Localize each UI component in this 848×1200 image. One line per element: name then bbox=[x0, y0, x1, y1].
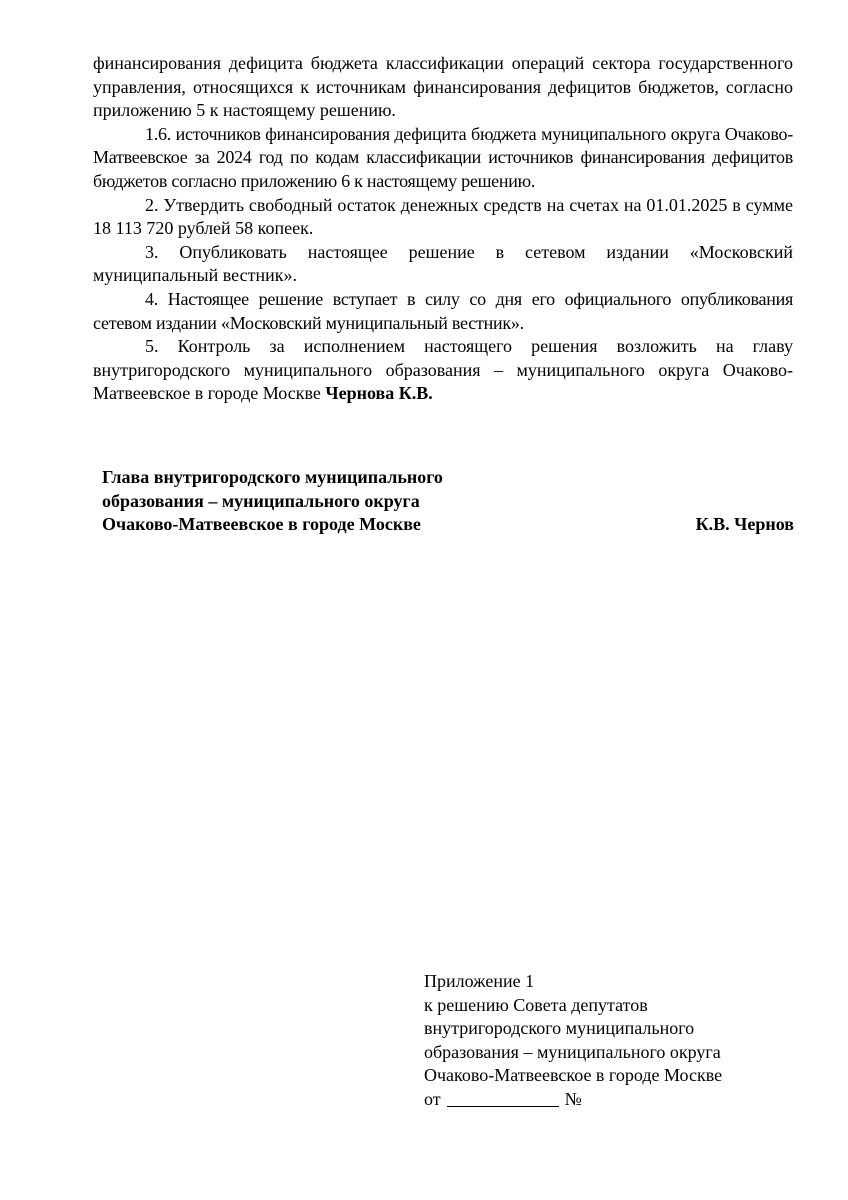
date-blank bbox=[447, 1090, 559, 1107]
paragraph-4: 4. Настоящее решение вступает в силу со дня его официального опубликования сетевом издании «Московский муниципальный вестник». bbox=[93, 289, 793, 333]
signature-title-line: Глава внутригородского муниципального bbox=[102, 467, 443, 487]
paragraph-1-6: 1.6. источников финансирования дефицита бюджета муниципального округа Очаково-Матвеевское за 2024 год по кодам классификации источников финансирования дефицитов бюджетов согласно приложению 6 к настоящему решению. bbox=[93, 123, 793, 191]
decision-body bbox=[93, 52, 793, 406]
number-sign: № bbox=[564, 1088, 582, 1109]
appendix-date-prefix: от bbox=[424, 1088, 441, 1109]
appendix-line: внутригородского муниципального bbox=[424, 1018, 695, 1038]
paragraph-5 bbox=[93, 335, 793, 406]
appendix-line: Приложение 1 bbox=[424, 971, 535, 991]
paragraph-continuation: финансирования дефицита бюджета классификации операций сектора государственного управления, относящихся к источникам финансирования дефицитов бюджетов, согласно приложению 5 к настоящему решению. bbox=[93, 53, 793, 120]
signatory-name: К.В. Чернов bbox=[695, 514, 794, 534]
appendix-date-line bbox=[424, 1088, 804, 1112]
signature-block bbox=[102, 466, 794, 537]
control-person: Чернова К.В. bbox=[325, 383, 433, 404]
appendix-line: к решению Совета депутатов bbox=[424, 994, 648, 1015]
appendix-line: образования – муниципального округа bbox=[424, 1041, 721, 1062]
signature-title-line: Очаково-Матвеевское в городе Москве bbox=[102, 514, 421, 534]
paragraph-5-text: 5. Контроль за исполнением настоящего решения возложить на главу внутригородского муниципального образования – муниципального округа Очаково-Матвеевское в городе Москве bbox=[93, 336, 793, 404]
paragraph-2: 2. Утвердить свободный остаток денежных средств на счетах на 01.01.2025 в сумме 18 113 720 рублей 58 копеек. bbox=[93, 194, 793, 239]
signature-title-line: образования – муниципального округа bbox=[102, 490, 420, 511]
appendix-header bbox=[424, 970, 804, 1111]
appendix-line: Очаково-Матвеевское в городе Москве bbox=[424, 1065, 723, 1085]
paragraph-3: 3. Опубликовать настоящее решение в сетевом издании «Московский муниципальный вестник». bbox=[93, 241, 793, 286]
